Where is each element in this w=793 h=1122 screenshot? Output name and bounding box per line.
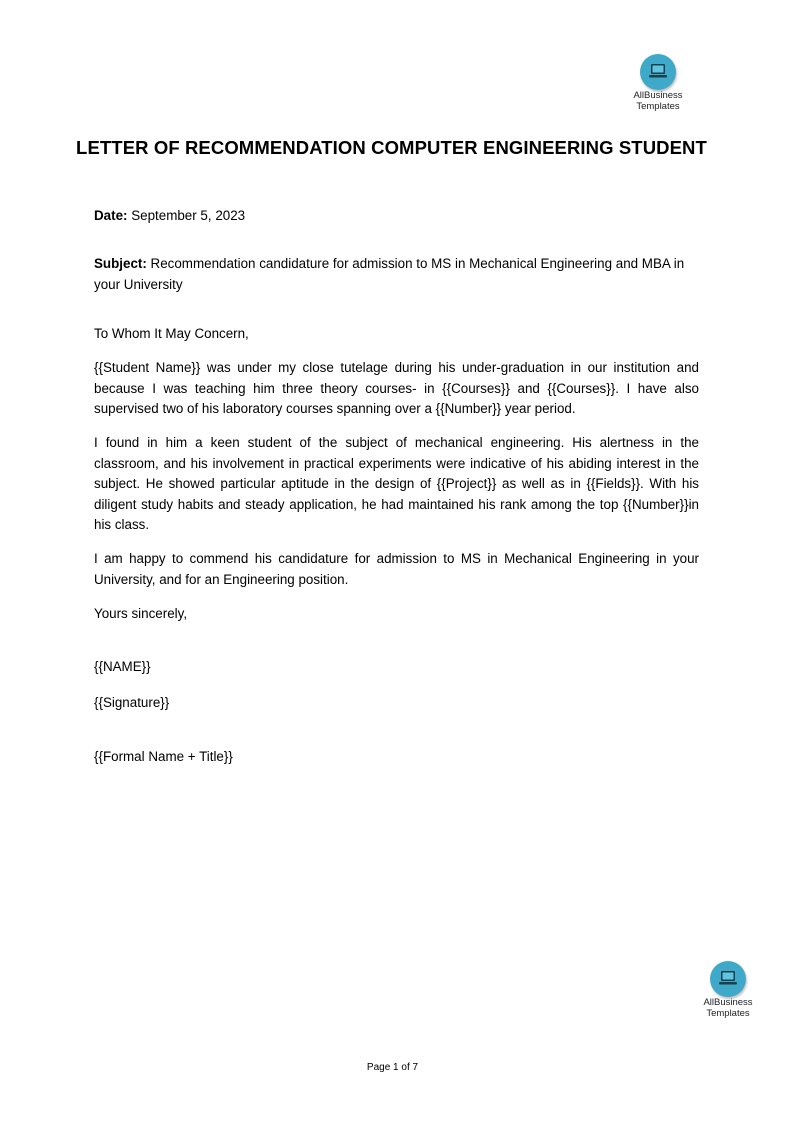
name-placeholder: {{NAME}} [94,659,151,674]
paragraph-3: I am happy to commend his candidature for admission to MS in Mechanical Engineering in your University, and for an Engineering position. [94,551,699,587]
logo-text-line2: Templates [706,1008,750,1019]
subject-label: Subject: [94,256,147,271]
salutation: To Whom It May Concern, [94,326,249,341]
date-line [94,206,699,227]
paragraph-1: {{Student Name}} was under my close tutelage during his under-graduation in our institution and because I was teaching him three theory courses- in {{Courses}} and {{Courses}}. I have also supervised two of his laboratory courses spanning over a {{Number}} year period. [94,360,699,416]
document-title: LETTER OF RECOMMENDATION COMPUTER ENGINEERING STUDENT [76,137,707,158]
logo-text-line1: AllBusiness [633,90,683,101]
company-logo-bottom [683,961,773,1019]
closing: Yours sincerely, [94,606,188,621]
date-label: Date: [94,208,128,223]
laptop-icon [640,54,676,90]
paragraph-2: I found in him a keen student of the subject of mechanical engineering. His alertness in the classroom, and his involvement in practical experiments were indicative of his abiding interest in the subject. He showed particular aptitude in the design of {{Project}} as well as in {{Fields}}. With his diligent study habits and steady application, he had maintained his rank among the top {{Number}}in his class. [94,435,699,532]
subject-value: Recommendation candidature for admission to MS in Mechanical Engineering and MBA in your University [94,256,685,292]
signature-placeholder: {{Signature}} [94,695,170,710]
page-number: Page 1 of 7 [366,1062,419,1073]
formal-name-placeholder: {{Formal Name + Title}} [94,749,233,764]
logo-text-line2: Templates [636,101,680,112]
subject-line [94,254,699,295]
laptop-icon [710,961,746,997]
logo-text-line1: AllBusiness [703,997,753,1008]
company-logo [613,54,703,112]
date-value: September 5, 2023 [127,208,246,223]
